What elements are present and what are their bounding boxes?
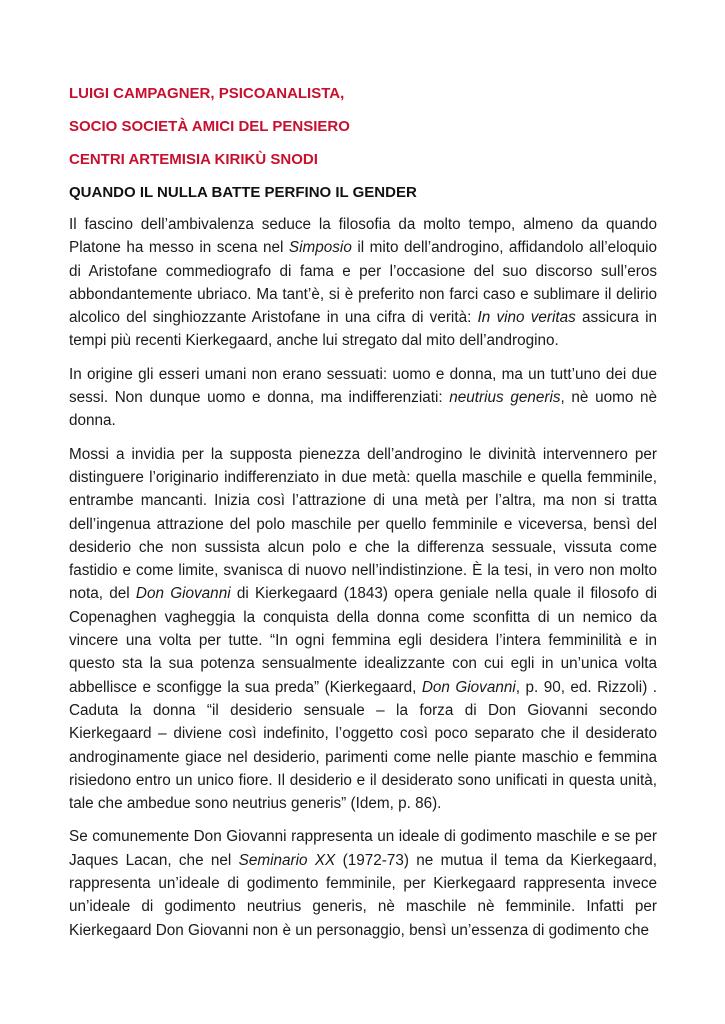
affiliation-line: SOCIO SOCIETÀ AMICI DEL PENSIERO (69, 118, 350, 135)
paragraph (69, 363, 657, 433)
centers-line: CENTRI ARTEMISIA KIRIKÙ SNODI (69, 151, 318, 168)
text-segment: il mito dell’androgino, affidandolo all’eloquio di Aristofane commediografo di fama e per l’occasione del suo discorso sull’eros abbondantemente ubriaco. Ma tant’è, si è preferito non farci caso e sublimare il delirio alcolico del singhiozzante Aristofane in una cifra di verità: (69, 239, 658, 327)
italic-text: Don Giovanni (135, 585, 231, 603)
text-segment: , nè uomo nè donna. (69, 389, 658, 430)
italic-text: In vino veritas (477, 309, 576, 327)
text-segment: (1972-73) ne mutua il tema da Kierkegaard, rappresenta un’ideale di godimento femminile, per Kierkegaard rappresenta invece un’ideale di godimento neutrius generis, nè maschile nè femminile. Infatti per Kierkegaard Don Giovanni non è un personaggio, bensì un’essenza di godimento che (69, 851, 657, 939)
text-segment: Il fascino dell’ambivalenza seduce la filosofia da molto tempo, almeno da quando Platone ha messo in scena nel (69, 216, 657, 257)
article-title: QUANDO IL NULLA BATTE PERFINO IL GENDER (69, 184, 417, 201)
paragraph (69, 825, 657, 941)
text-segment: assicura in tempi più recenti Kierkegaard, anche lui stregato dal mito dell’androgino. (69, 309, 658, 350)
text-segment: Mossi a invidia per la supposta pienezza dell’androgino le divinità intervennero per distinguere l’originario indifferenziato in due metà: quella maschile e quella femminile, entrambe mancanti. Inizia così l’attrazione di una metà per l’altra, ma non si tratta dell’ingenua attrazione del polo maschile per quello femminile e viceversa, bensì del desiderio che non sussista alcun polo e che la differenza sessuale, vissuta come fastidio e come limite, svanisca di nuovo nell’indistinzione. È la tesi, in vero non molto nota, del (69, 445, 657, 603)
italic-text: Don Giovanni (421, 678, 516, 696)
paragraph (69, 213, 657, 353)
italic-text: neutrius generis (449, 389, 561, 407)
document-page (69, 84, 657, 952)
text-segment: In origine gli esseri umani non erano sessuati: uomo e donna, ma un tutt’uno dei due sessi. Non dunque uomo e donna, ma indifferenziati: (69, 365, 657, 407)
italic-text: Simposio (288, 239, 352, 257)
text-segment: di Kierkegaard (1843) opera geniale nella quale il filosofo di Copenaghen vagheggia la conquista della donna come sconfitta di un nemico da vincere una volta per tutte. “In ogni femmina egli desidera l’intera femminilità e in questo sta la sua potenza sensualmente idealizzante con cui egli in un’unica volta abbellisce e sconfigge la sua preda” (Kierkegaard, (69, 585, 658, 696)
author-line: LUIGI CAMPAGNER, PSICOANALISTA, (69, 85, 345, 102)
italic-text: Seminario XX (238, 851, 336, 869)
paragraph (69, 443, 657, 816)
text-segment: Se comunemente Don Giovanni rappresenta un ideale di godimento maschile e se per Jaques Lacan, che nel (69, 828, 657, 869)
article-body (69, 213, 657, 942)
text-segment: , p. 90, ed. Rizzoli) . Caduta la donna “il desiderio sensuale – la forza di Don Giovanni secondo Kierkegaard – diviene così indefinito, l’oggetto così poco separato che il desiderato androginamente giace nel desiderio, parimenti come nelle piante maschio e femmina risiedono entro un unico fiore. Il desiderio e il desiderato sono unificati in questa unità, tale che ambedue sono neutrius generis” (Idem, p. 86). (69, 678, 657, 813)
